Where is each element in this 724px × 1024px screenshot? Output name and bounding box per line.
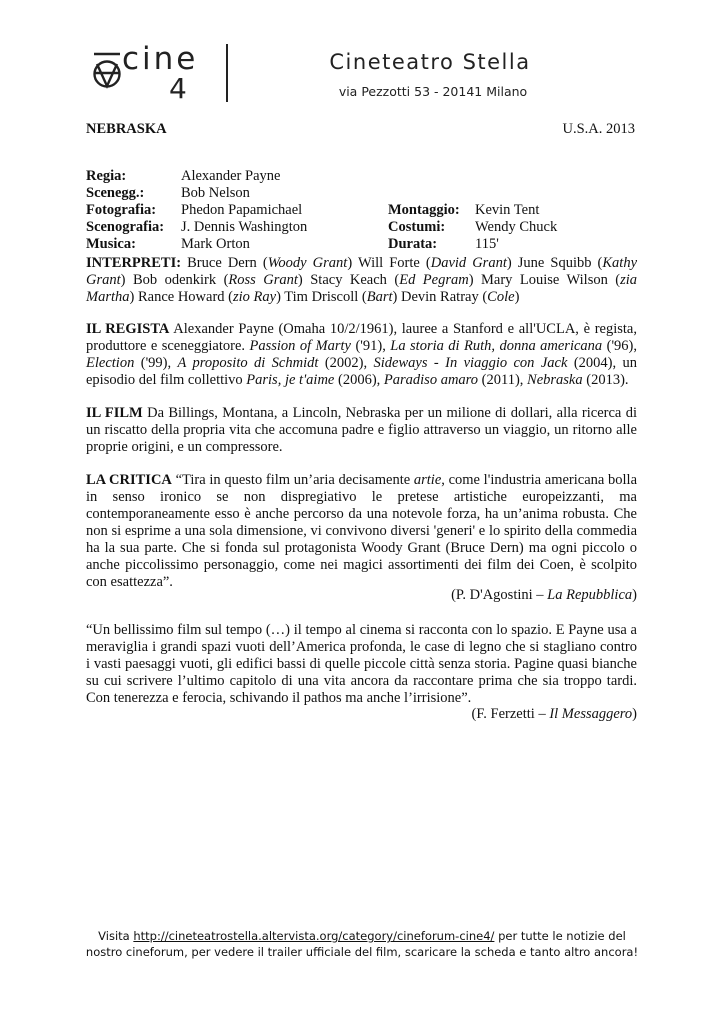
costumi-value: Wendy Chuck — [475, 219, 558, 235]
filmography-year: (2002), — [324, 355, 368, 371]
scenografia-value: J. Dennis Washington — [181, 219, 308, 235]
cast-role-close: ) — [297, 272, 303, 288]
cast-label: INTERPRETI: — [86, 255, 182, 271]
review-1-source: La Repubblica — [547, 587, 633, 603]
scenegg-label: Scenegg.: — [86, 185, 145, 201]
cast-role-close: ) — [506, 255, 512, 271]
review-paragraph-1 — [86, 472, 637, 591]
logo-word: cine — [122, 41, 199, 77]
credit-row — [86, 219, 646, 236]
filmography-year: (2011), — [481, 372, 524, 388]
cast-role: David Grant — [430, 255, 507, 271]
scenografia-label: Scenografia: — [86, 219, 165, 235]
cast-role: Ross Grant — [228, 272, 298, 288]
filmography-year: (2006), — [337, 372, 381, 388]
filmography-title: Sideways - In viaggio con Jack — [373, 355, 568, 371]
cine4-emblem-icon — [92, 52, 122, 96]
footer-prefix: Visita — [98, 929, 130, 943]
review-2-close: ) — [632, 706, 637, 722]
durata-value: 115' — [475, 236, 499, 252]
cast-role-close: ) — [120, 272, 126, 288]
cast-role: Ed Pegram — [399, 272, 469, 288]
cineforum-link[interactable]: http://cineteatrostella.altervista.org/category/cineforum-cine4/ — [133, 929, 495, 943]
footer-line-2: nostro cineforum, per vedere il trailer ufficiale del film, scaricare la scheda e tanto altro ancora! — [85, 945, 639, 959]
review-2-text: “Un bellissimo film sul tempo (…) il tempo al cinema si racconta con lo spazio. E Payne usa a meraviglia i grandi spazi vuoti dell’America profonda, le case di legno che si stagliano contro i vasti paesaggi vuoti, gli edifici bassi di quelle piccole città senza storia. Pagine quasi bianche su cui scrivere l’ultimo capitolo di una vita ancora da raccontare prima che sia troppo tardi. Con tenerezza e ferocia, schivando il pathos ma anche l’irrisione”. — [86, 622, 637, 706]
regia-value: Alexander Payne — [181, 168, 281, 184]
footer-note — [40, 928, 684, 960]
review-label: LA CRITICA — [86, 472, 172, 488]
filmography-year: ('99), — [140, 355, 172, 371]
musica-value: Mark Orton — [181, 236, 250, 252]
filmography-year: ('96), — [606, 338, 638, 354]
cine4-logo — [90, 41, 214, 105]
cast-role-close: ) — [392, 289, 398, 305]
review-2-author: (F. Ferzetti – — [471, 706, 546, 722]
scenegg-value: Bob Nelson — [181, 185, 250, 201]
regia-label: Regia: — [86, 168, 127, 184]
filmography-title: Paris, je t'aime — [246, 372, 335, 388]
cast-role: zio Ray — [232, 289, 277, 305]
review-1-text-a: “Tira in questo film un’aria decisamente — [175, 472, 411, 488]
cast-role-close: ) — [129, 289, 135, 305]
cast-actor: Stacy Keach ( — [310, 272, 400, 288]
durata-label: Durata: — [388, 236, 438, 252]
director-paragraph — [86, 321, 637, 389]
review-2-citation — [472, 706, 637, 723]
filmography-title: Election — [86, 355, 135, 371]
header-divider — [226, 44, 228, 102]
musica-label: Musica: — [86, 236, 136, 252]
footer-suffix: per tutte le notizie del — [498, 929, 626, 943]
fotografia-label: Fotografia: — [86, 202, 157, 218]
review-2-source: Il Messaggero — [549, 706, 633, 722]
review-1-author: (P. D'Agostini – — [451, 587, 544, 603]
cast-actor: Bruce Dern ( — [187, 255, 268, 271]
credit-row — [86, 236, 646, 253]
filmography-title: Nebraska — [527, 372, 583, 388]
fotografia-value: Phedon Papamichael — [181, 202, 303, 218]
cast-role: Bart — [366, 289, 393, 305]
cast-paragraph — [86, 255, 637, 306]
filmography-title: Passion of Marty — [249, 338, 351, 354]
cast-actor: June Squibb ( — [517, 255, 603, 271]
review-1-emphasis: artie — [413, 472, 442, 488]
review-1-citation — [451, 587, 637, 604]
filmography-title: Paradiso amaro — [383, 372, 479, 388]
plot-text: Da Billings, Montana, a Lincoln, Nebraska per un milione di dollari, alla ricerca di un riscatto della propria vita che accomuna padre e figlio attraverso un viaggio, un ritorno alle proprie origini, e un compressore. — [86, 405, 637, 455]
cast-actor: Devin Ratray ( — [401, 289, 488, 305]
cast-actor: Will Forte ( — [357, 255, 431, 271]
credit-row — [86, 185, 646, 202]
cast-role: Cole — [487, 289, 515, 305]
costumi-label: Costumi: — [388, 219, 446, 235]
cast-role-close: ) — [347, 255, 353, 271]
venue-address: via Pezzotti 53 - 20141 Milano — [338, 84, 528, 99]
cast-actor: Tim Driscoll ( — [284, 289, 367, 305]
director-bio: Alexander Payne (Omaha 10/2/1961), lauree a Stanford e all'UCLA, è regista, produttore e sceneggiatore. — [86, 321, 637, 354]
plot-label: IL FILM — [86, 405, 143, 421]
filmography-year: (2004), un episodio del film collettivo — [86, 355, 637, 388]
cast-role: Woody Grant — [267, 255, 348, 271]
filmography-year: (2013). — [586, 372, 629, 388]
review-1-text-b: , come l'industria americana bolla in senso ironico se non dispregiativo le pretese artistiche europeizzanti, ma contemporaneamente esso è anche percorso da una notevole forza, ha un’anima robusta. Che non si esprime a una sola dimensione, vi convivono diversi 'generi' e lo spirito della commedia ha la sua parte. Che si fonda sul protagonista Woody Grant (Bruce Dern) ma ogni piccolo o anche piccolissimo personaggio, come nei magici assortimenti dei film dei Coen, è scolpito con esattezza”. — [86, 472, 638, 590]
venue-name: Cineteatro Stella — [329, 50, 531, 74]
cast-role: zia Martha — [86, 272, 638, 305]
filmography-year: ('91), — [355, 338, 386, 354]
cast-role-close: ) — [468, 272, 474, 288]
cast-role-close: ) — [276, 289, 281, 305]
credit-row — [86, 168, 646, 185]
montaggio-value: Kevin Tent — [475, 202, 540, 218]
cast-actor: Bob odenkirk ( — [132, 272, 229, 288]
cast-role-close: ) — [514, 289, 520, 305]
filmography-title: A proposito di Schmidt — [177, 355, 319, 371]
montaggio-label: Montaggio: — [388, 202, 460, 218]
cast-role: Kathy Grant — [86, 255, 638, 288]
filmography-title: La storia di Ruth, donna americana — [390, 338, 603, 354]
director-label: IL REGISTA — [86, 321, 170, 337]
film-title: NEBRASKA — [86, 121, 167, 137]
review-1-close: ) — [632, 587, 637, 603]
credits-table — [86, 168, 646, 253]
cast-actor: Mary Louise Wilson ( — [481, 272, 621, 288]
film-origin-year: U.S.A. 2013 — [562, 121, 635, 137]
review-paragraph-2 — [86, 622, 637, 707]
logo-number: 4 — [169, 72, 187, 105]
plot-paragraph — [86, 405, 637, 456]
cast-actor: Rance Howard ( — [137, 289, 233, 305]
credit-row — [86, 202, 646, 219]
